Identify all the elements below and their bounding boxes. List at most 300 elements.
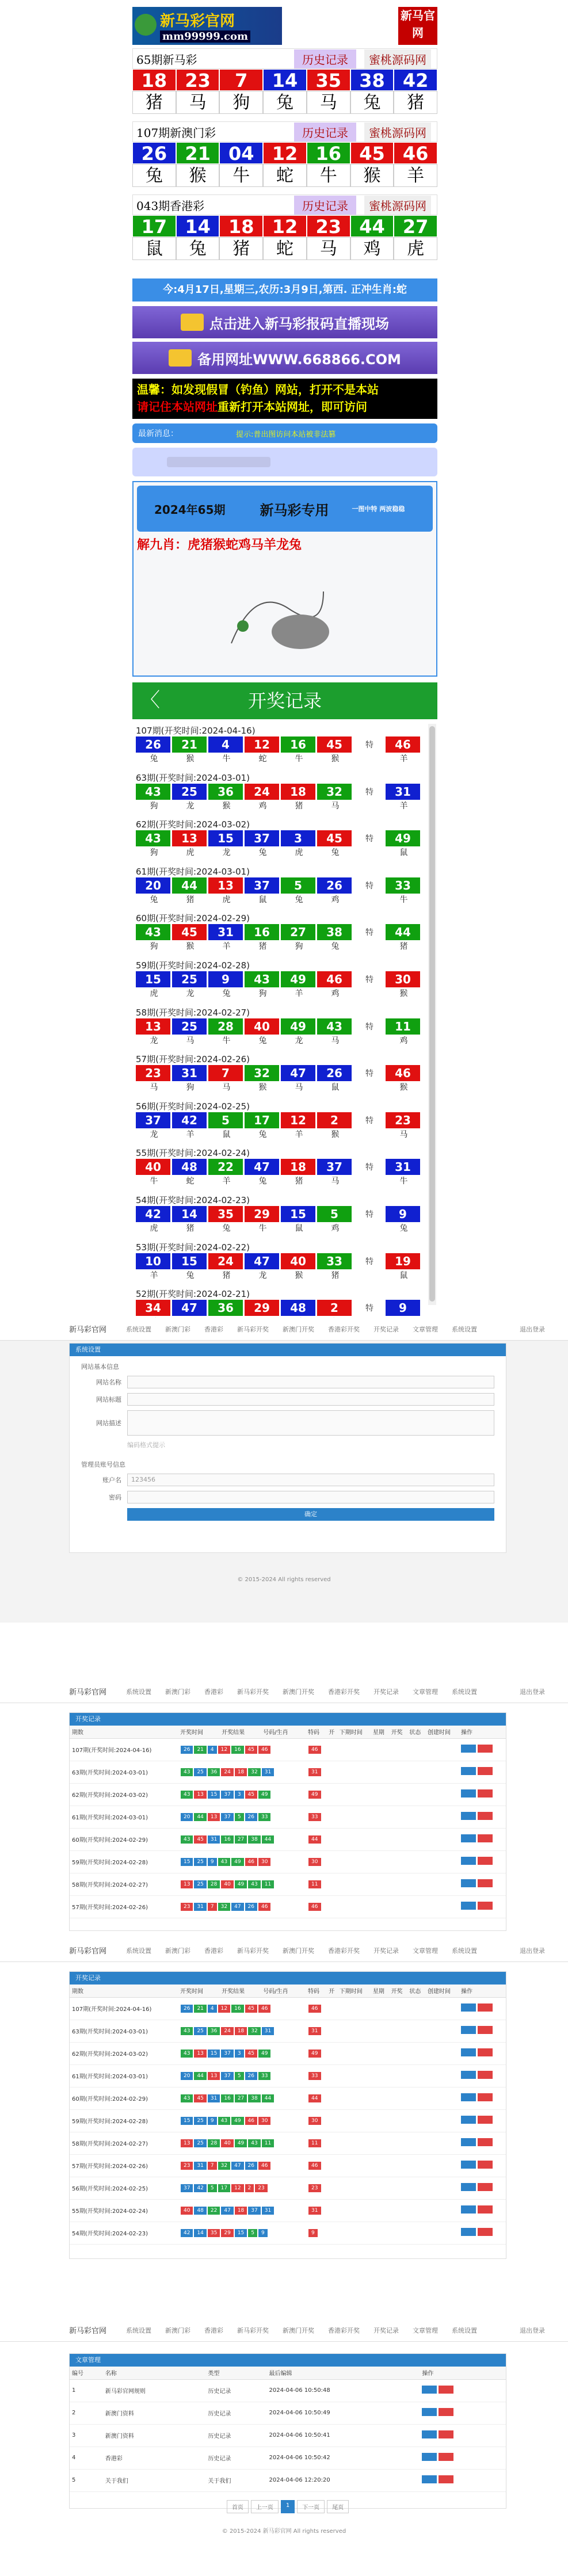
edit-button[interactable] xyxy=(461,1812,476,1820)
edit-button[interactable] xyxy=(461,1902,476,1910)
nav-item[interactable]: 新马彩开奖 xyxy=(237,1325,269,1333)
admin-records-page-1 xyxy=(0,1680,568,1933)
scrollbar[interactable] xyxy=(428,724,436,1305)
number-badge: 46 xyxy=(245,1858,257,1866)
table-row xyxy=(70,1828,506,1850)
delete-button[interactable] xyxy=(478,1745,493,1753)
number-badge: 45 xyxy=(245,2005,257,2013)
number-badge: 35 xyxy=(208,2229,220,2237)
page-button[interactable]: 1 xyxy=(281,2500,295,2513)
number-ball: 40 xyxy=(281,1253,315,1269)
blank-cell xyxy=(371,1850,389,1873)
number-ball: 7 xyxy=(208,1065,243,1081)
edit-button[interactable] xyxy=(461,2161,476,2169)
zodiac-cell: 鸡 xyxy=(399,1036,408,1045)
number-badge: 32 xyxy=(218,1903,230,1911)
number-badge: 4 xyxy=(208,1746,217,1754)
special-badge: 46 xyxy=(308,1746,321,1754)
source-link[interactable]: 蜜桃源码网 xyxy=(364,49,431,68)
edit-button[interactable] xyxy=(461,1879,476,1887)
zodiac-row xyxy=(132,164,437,187)
number-ball: 18 xyxy=(132,69,176,91)
nav-item[interactable]: 新澳门彩 xyxy=(165,1325,191,1333)
number-ball: 12 xyxy=(263,215,307,237)
number-ball: 17 xyxy=(132,215,176,237)
number-badge: 26 xyxy=(181,2005,193,2013)
section-header xyxy=(132,48,437,69)
special-badge: 31 xyxy=(308,2207,321,2215)
page-button[interactable]: 尾页 xyxy=(327,2500,349,2513)
blank-cell xyxy=(326,1997,337,2020)
zodiac-cell: 鸡 xyxy=(331,989,340,998)
nav-item[interactable]: 新马彩开奖 xyxy=(237,1688,269,1696)
number-ball: 35 xyxy=(307,69,350,91)
nav-item[interactable]: 新马彩开奖 xyxy=(237,1947,269,1955)
nav-item[interactable]: 香港彩 xyxy=(204,1325,224,1333)
number-row xyxy=(132,142,437,164)
logout-link[interactable]: 退出登录 xyxy=(520,2326,545,2334)
number-ball: 33 xyxy=(386,877,420,894)
zodiac-cell: 鼠 xyxy=(295,1223,303,1233)
table-header: 特码 xyxy=(306,1985,326,1997)
blank-cell xyxy=(407,1850,425,1873)
zodiac-cell: 虎 xyxy=(186,848,195,858)
table-row xyxy=(70,2109,506,2132)
nav-item[interactable]: 新马彩官网 xyxy=(69,1947,107,1956)
table-cell: 3 xyxy=(70,2424,103,2447)
blank-cell xyxy=(389,1850,407,1873)
delete-button[interactable] xyxy=(478,2048,493,2056)
nav-item[interactable]: 新马彩官网 xyxy=(69,1688,107,1697)
actions-cell xyxy=(459,2132,506,2154)
delete-button[interactable] xyxy=(478,2205,493,2214)
nav-item[interactable]: 新马彩官网 xyxy=(69,2327,107,2335)
edit-button[interactable] xyxy=(461,2183,476,2191)
table-cell: 历史记录 xyxy=(205,2379,266,2402)
number-ball: 33 xyxy=(317,1253,352,1269)
special-label: 特 xyxy=(365,1163,373,1173)
number-badge: 27 xyxy=(235,1835,247,1844)
number-ball: 44 xyxy=(386,924,420,940)
draw-zodiacs xyxy=(136,1222,427,1234)
poster xyxy=(132,481,437,677)
nav-item[interactable]: 新澳门彩 xyxy=(165,1688,191,1696)
draw-history-list[interactable] xyxy=(136,724,427,1315)
nav-item[interactable]: 系统设置 xyxy=(126,1325,152,1333)
number-badge: 7 xyxy=(208,1903,217,1911)
source-link[interactable]: 蜜桃源码网 xyxy=(364,196,431,215)
site-desc-field[interactable] xyxy=(127,1410,494,1436)
blank-cell xyxy=(407,2222,425,2244)
table-header: 编号 xyxy=(70,2367,103,2379)
edit-button[interactable] xyxy=(422,2453,437,2461)
blank-cell xyxy=(407,1997,425,2020)
nav-item[interactable]: 新马彩开奖 xyxy=(237,2326,269,2334)
notice-b: 如发现假冒（钓鱼） xyxy=(171,383,275,396)
zodiac-cell: 鸡 xyxy=(350,237,394,260)
number-badge: 25 xyxy=(194,1768,206,1776)
number-badge: 40 xyxy=(221,2139,233,2147)
period-cell: 61期(开奖时间:2024-03-01) xyxy=(70,1806,178,1828)
delete-button[interactable] xyxy=(478,2138,493,2146)
spacer xyxy=(353,1175,386,1186)
zodiac-cell: 猪 xyxy=(295,801,303,811)
number-ball: 14 xyxy=(176,215,220,237)
site-title-field[interactable] xyxy=(127,1393,494,1406)
nav-item[interactable]: 新澳门开奖 xyxy=(283,1688,315,1696)
delete-button[interactable] xyxy=(478,2183,493,2191)
back-icon[interactable]: 〈 xyxy=(140,689,160,712)
delete-button[interactable] xyxy=(478,2116,493,2124)
blank-cell xyxy=(425,2177,459,2199)
delete-button[interactable] xyxy=(478,1857,493,1865)
number-badge: 33 xyxy=(258,2072,270,2080)
actions-cell xyxy=(459,1761,506,1783)
articles-table xyxy=(70,2367,506,2492)
blank-cell xyxy=(407,2064,425,2087)
edit-button[interactable] xyxy=(461,1857,476,1865)
blank-cell xyxy=(407,1873,425,1895)
number-badge: 23 xyxy=(181,1903,193,1911)
number-ball: 15 xyxy=(281,1206,315,1222)
table-header: 开奖 xyxy=(389,1726,407,1738)
account-field[interactable]: 123456 xyxy=(127,1474,494,1486)
number-badge: 9 xyxy=(258,2229,268,2237)
edit-button[interactable] xyxy=(461,2048,476,2056)
table-row xyxy=(70,1895,506,1918)
pagination xyxy=(70,2500,506,2513)
number-ball: 31 xyxy=(172,1065,207,1081)
special-badge: 46 xyxy=(308,2005,321,2013)
edit-button[interactable] xyxy=(422,2408,437,2416)
nav-item[interactable]: 文章管理 xyxy=(413,1947,439,1955)
nav-item[interactable]: 新澳门开奖 xyxy=(283,2326,315,2334)
zodiac-cell: 兔 xyxy=(132,164,176,187)
nav-item[interactable]: 新马彩官网 xyxy=(69,1326,107,1334)
period-cell: 56期(开奖时间:2024-02-25) xyxy=(70,2177,178,2199)
number-badge: 4 xyxy=(208,2005,217,2013)
zodiac-cell: 鼠 xyxy=(399,848,408,858)
table-cell: 2024-04-06 10:50:42 xyxy=(267,2447,420,2469)
number-badge: 15 xyxy=(181,2117,193,2125)
nav-item[interactable]: 香港彩 xyxy=(204,1947,224,1955)
blank-cell xyxy=(425,2199,459,2222)
number-badge: 26 xyxy=(245,1813,257,1821)
nav-item[interactable]: 系统设置 xyxy=(126,1688,152,1696)
spacer xyxy=(353,894,386,905)
nav-item[interactable]: 新澳门开奖 xyxy=(283,1325,315,1333)
actions-cell xyxy=(420,2469,506,2491)
edit-button[interactable] xyxy=(422,2475,437,2483)
blank-cell xyxy=(425,2222,459,2244)
number-row xyxy=(132,215,437,237)
zodiac-cell: 牛 xyxy=(222,754,231,764)
number-ball: 26 xyxy=(132,142,176,164)
draw-title: 62期(开奖时间:2024-03-02) xyxy=(136,819,250,830)
number-ball: 45 xyxy=(317,736,352,753)
special-badge: 49 xyxy=(308,1791,321,1799)
blank-cell xyxy=(337,2042,371,2064)
delete-button[interactable] xyxy=(439,2408,453,2416)
edit-button[interactable] xyxy=(461,2026,476,2034)
zodiac-cell: 猪 xyxy=(186,1223,195,1233)
site-desc-label: 网站描述 xyxy=(96,1419,121,1427)
source-link[interactable]: 蜜桃源码网 xyxy=(364,123,431,142)
number-badge: 18 xyxy=(235,2027,247,2035)
number-ball: 2 xyxy=(317,1112,352,1128)
number-badge: 38 xyxy=(248,1835,260,1844)
live-button[interactable] xyxy=(132,306,437,338)
blank-cell xyxy=(407,2177,425,2199)
numbers-cell xyxy=(178,1828,306,1850)
special-cell xyxy=(306,2064,326,2087)
zodiac-cell: 兔 xyxy=(258,1177,267,1186)
period-cell: 61期(开奖时间:2024-03-01) xyxy=(70,2064,178,2087)
numbers-cell xyxy=(178,2132,306,2154)
number-ball: 9 xyxy=(208,971,243,987)
nav-item[interactable]: 香港彩开奖 xyxy=(328,1947,360,1955)
actions-cell xyxy=(459,1783,506,1806)
edit-button[interactable] xyxy=(461,1834,476,1842)
official-badge: 新马官网 xyxy=(398,7,437,45)
delete-button[interactable] xyxy=(478,1767,493,1775)
period-cell: 107期(开奖时间:2024-04-16) xyxy=(70,1997,178,2020)
number-badge: 31 xyxy=(194,2162,206,2170)
blank-cell xyxy=(326,1761,337,1783)
delete-button[interactable] xyxy=(478,1789,493,1798)
admin-nav xyxy=(0,2319,568,2342)
delete-button[interactable] xyxy=(439,2453,453,2461)
zodiac-cell: 鼠 xyxy=(331,1083,340,1093)
site-title-label: 网站标题 xyxy=(96,1396,121,1403)
blank-cell xyxy=(389,2064,407,2087)
number-ball: 25 xyxy=(172,1018,207,1035)
lottery-section xyxy=(132,194,437,260)
table-header: 操作 xyxy=(420,2367,506,2379)
numbers-cell xyxy=(178,2087,306,2109)
spacer xyxy=(353,1081,386,1093)
page-button[interactable]: 上一页 xyxy=(251,2500,279,2513)
blank-cell xyxy=(407,2020,425,2042)
number-badge: 17 xyxy=(218,2184,230,2192)
number-badge: 11 xyxy=(262,1880,274,1888)
number-badge: 37 xyxy=(221,1813,233,1821)
number-badge: 31 xyxy=(262,2027,274,2035)
number-badge: 44 xyxy=(194,1813,206,1821)
submit-button[interactable]: 确定 xyxy=(127,1508,494,1521)
number-ball: 7 xyxy=(219,69,263,91)
edit-button[interactable] xyxy=(461,2116,476,2124)
number-ball: 49 xyxy=(281,1018,315,1035)
backup-url-button[interactable] xyxy=(132,342,437,374)
nav-item[interactable]: 香港彩开奖 xyxy=(328,1688,360,1696)
blank-cell xyxy=(337,1895,371,1918)
page-button[interactable]: 首页 xyxy=(227,2500,249,2513)
table-row xyxy=(70,1806,506,1828)
history-link[interactable]: 历史记录 xyxy=(294,123,356,142)
number-badge: 12 xyxy=(231,2184,243,2192)
table-row xyxy=(70,2064,506,2087)
edit-button[interactable] xyxy=(422,2430,437,2438)
delete-button[interactable] xyxy=(478,2071,493,2079)
nav-item[interactable]: 开奖记录 xyxy=(373,1688,399,1696)
logout-link[interactable]: 退出登录 xyxy=(520,1325,545,1333)
nav-item[interactable]: 系统设置 xyxy=(452,1947,478,1955)
records-card-1 xyxy=(69,1712,506,1931)
nav-item[interactable]: 香港彩开奖 xyxy=(328,1325,360,1333)
edit-button[interactable] xyxy=(461,2071,476,2079)
nav-item[interactable]: 香港彩开奖 xyxy=(328,2326,360,2334)
nav-item[interactable]: 系统设置 xyxy=(452,1325,478,1333)
delete-button[interactable] xyxy=(478,2161,493,2169)
site-name-field[interactable] xyxy=(127,1376,494,1388)
edit-button[interactable] xyxy=(461,1767,476,1775)
table-cell: 2024-04-06 10:50:49 xyxy=(267,2402,420,2424)
table-header: 开奖时间 xyxy=(178,1985,219,1997)
blank-cell xyxy=(326,1783,337,1806)
edit-button[interactable] xyxy=(461,2093,476,2101)
special-badge: 30 xyxy=(308,2117,321,2125)
delete-button[interactable] xyxy=(478,2093,493,2101)
delete-button[interactable] xyxy=(478,1834,493,1842)
special-cell xyxy=(306,1997,326,2020)
nav-item[interactable]: 开奖记录 xyxy=(373,1947,399,1955)
blank-cell xyxy=(371,2020,389,2042)
actions-cell xyxy=(420,2424,506,2447)
number-ball: 9 xyxy=(386,1206,420,1222)
delete-button[interactable] xyxy=(478,1902,493,1910)
table-header: 下期时间 xyxy=(337,1726,371,1738)
draw-record xyxy=(136,771,427,818)
table-cell: 香港彩 xyxy=(103,2447,206,2469)
blank-cell xyxy=(371,1895,389,1918)
number-ball: 23 xyxy=(386,1112,420,1128)
table-cell: 新马彩官网规则 xyxy=(103,2379,206,2402)
special-badge: 23 xyxy=(308,2184,321,2192)
edit-button[interactable] xyxy=(422,2386,437,2394)
number-badge: 43 xyxy=(181,2027,193,2035)
period-cell: 54期(开奖时间:2024-02-23) xyxy=(70,2222,178,2244)
table-row xyxy=(70,2424,506,2447)
nav-item[interactable]: 香港彩 xyxy=(204,1688,224,1696)
nav-item[interactable]: 文章管理 xyxy=(413,2326,439,2334)
delete-button[interactable] xyxy=(478,2228,493,2236)
number-badge: 25 xyxy=(194,2117,206,2125)
blank-cell xyxy=(407,2199,425,2222)
blank-cell xyxy=(389,2132,407,2154)
actions-cell xyxy=(459,2064,506,2087)
delete-button[interactable] xyxy=(439,2430,453,2438)
latest-ticker: 提示:普出图访问本站被非法篡 xyxy=(236,430,336,439)
table-header: 下期时间 xyxy=(337,1985,371,1997)
history-link[interactable]: 历史记录 xyxy=(294,196,356,215)
site-logo[interactable] xyxy=(132,7,282,45)
logout-link[interactable]: 退出登录 xyxy=(520,1688,545,1696)
poster-name: 新马彩专用 xyxy=(260,502,329,518)
edit-button[interactable] xyxy=(461,1745,476,1753)
nav-item[interactable]: 香港彩 xyxy=(204,2326,224,2334)
number-ball: 26 xyxy=(317,877,352,894)
number-badge: 47 xyxy=(231,1903,243,1911)
table-row xyxy=(70,1873,506,1895)
logo-url: mm99999.com xyxy=(160,30,250,43)
draw-record xyxy=(136,818,427,865)
actions-cell xyxy=(459,1806,506,1828)
nav-item[interactable]: 开奖记录 xyxy=(373,1325,399,1333)
number-badge: 5 xyxy=(235,2072,244,2080)
poster-year: 2024年65期 xyxy=(154,502,226,517)
zodiac-cell: 猪 xyxy=(222,1270,231,1280)
number-badge: 2 xyxy=(245,2184,254,2192)
nav-item[interactable]: 系统设置 xyxy=(126,1947,152,1955)
edit-button[interactable] xyxy=(461,1789,476,1798)
delete-button[interactable] xyxy=(439,2475,453,2483)
nav-item[interactable]: 新澳门开奖 xyxy=(283,1947,315,1955)
table-header: 开 xyxy=(326,1726,337,1738)
nav-item[interactable]: 文章管理 xyxy=(413,1325,439,1333)
zodiac-cell: 虎 xyxy=(150,1223,158,1233)
nav-item[interactable]: 新澳门彩 xyxy=(165,1947,191,1955)
draw-zodiacs xyxy=(136,846,427,858)
edit-button[interactable] xyxy=(461,2205,476,2214)
zodiac-cell: 鸡 xyxy=(331,1223,340,1233)
edit-button[interactable] xyxy=(461,2138,476,2146)
zodiac-cell: 猴 xyxy=(186,754,195,764)
number-ball: 11 xyxy=(386,1018,420,1035)
nav-item[interactable]: 开奖记录 xyxy=(373,2326,399,2334)
draw-numbers xyxy=(136,736,427,753)
password-field[interactable] xyxy=(127,1491,494,1503)
number-ball: 37 xyxy=(317,1159,352,1175)
edit-button[interactable] xyxy=(461,2228,476,2236)
zodiac-cell: 狗 xyxy=(295,942,303,952)
delete-button[interactable] xyxy=(478,1879,493,1887)
zodiac-cell: 虎 xyxy=(150,989,158,998)
zodiac-cell: 猴 xyxy=(186,942,195,952)
draw-zodiacs xyxy=(136,1128,427,1140)
number-badge: 43 xyxy=(181,2050,193,2058)
nav-item[interactable]: 文章管理 xyxy=(413,1688,439,1696)
number-badge: 25 xyxy=(194,1858,206,1866)
number-badge: 31 xyxy=(194,1903,206,1911)
logout-link[interactable]: 退出登录 xyxy=(520,1947,545,1955)
number-badge: 31 xyxy=(208,1835,220,1844)
special-badge: 31 xyxy=(308,1768,321,1776)
nav-item[interactable]: 系统设置 xyxy=(452,2326,478,2334)
nav-item[interactable]: 系统设置 xyxy=(452,1688,478,1696)
zodiac-cell: 马 xyxy=(186,1036,195,1045)
zodiac-cell: 蛇 xyxy=(263,164,307,187)
edit-button[interactable] xyxy=(461,2003,476,2012)
delete-button[interactable] xyxy=(478,2003,493,2012)
numbers-cell xyxy=(178,2064,306,2087)
blank-cell xyxy=(425,1828,459,1850)
history-link[interactable]: 历史记录 xyxy=(294,49,356,68)
number-ball: 40 xyxy=(245,1018,279,1035)
delete-button[interactable] xyxy=(478,2026,493,2034)
number-ball: 31 xyxy=(386,1159,420,1175)
page-button[interactable]: 下一页 xyxy=(297,2500,325,2513)
number-badge: 9 xyxy=(208,1858,217,1866)
nav-item[interactable]: 新澳门彩 xyxy=(165,2326,191,2334)
zodiac-cell: 马 xyxy=(307,91,350,114)
delete-button[interactable] xyxy=(439,2386,453,2394)
delete-button[interactable] xyxy=(478,1812,493,1820)
period-cell: 57期(开奖时间:2024-02-26) xyxy=(70,2154,178,2177)
nav-item[interactable]: 系统设置 xyxy=(126,2326,152,2334)
zodiac-cell: 兔 xyxy=(295,895,303,905)
actions-cell xyxy=(459,1828,506,1850)
